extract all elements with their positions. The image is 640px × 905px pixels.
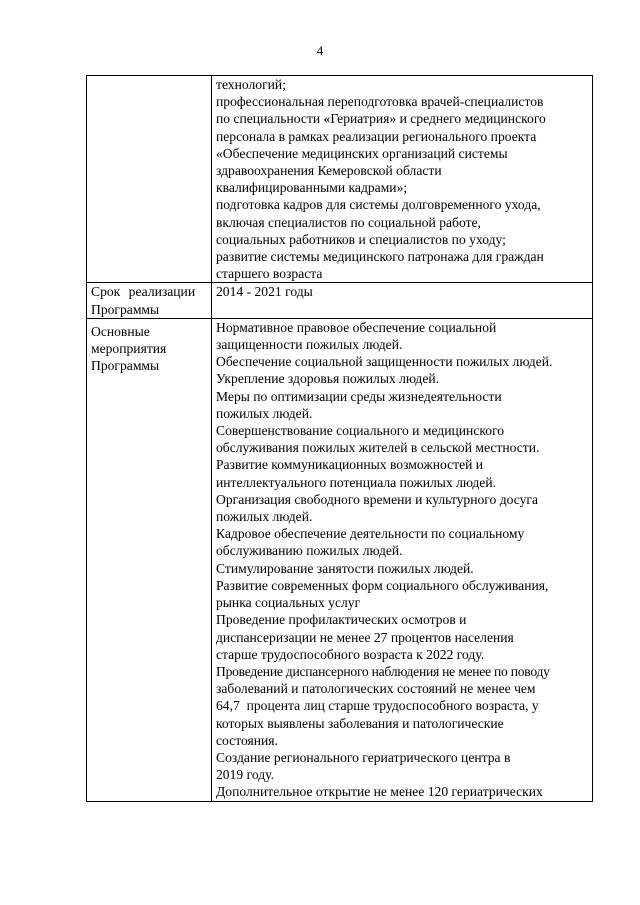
content-line: технологий; xyxy=(216,77,286,92)
content-line: обслуживания пожилых жителей в сельской местности. xyxy=(216,440,540,456)
content-line: пожилых людей. xyxy=(216,509,313,525)
content-line: 2019 году. xyxy=(216,767,274,783)
content-line: социальных работников и специалистов по уходу; xyxy=(216,231,506,247)
content-line: старше трудоспособного возраста к 2022 году. xyxy=(216,646,485,662)
content-line: Организация свободного времени и культурного досуга xyxy=(216,491,539,507)
content-line: Развитие современных форм социального обслуживания, xyxy=(216,577,549,593)
content-line: включая специалистов по социальной работе, xyxy=(216,214,481,230)
content-line: профессиональная переподготовка врачей-специалистов xyxy=(216,94,544,110)
content-line: подготовка кадров для системы долговременного ухода, xyxy=(216,197,541,213)
page-number: 4 xyxy=(316,43,324,58)
program-passport-table xyxy=(86,75,593,802)
label-line: Программы xyxy=(91,301,160,317)
label-line: Срок реализации xyxy=(91,284,196,300)
content-line: интеллектуального потенциала пожилых людей. xyxy=(216,474,497,490)
table-row-continuation xyxy=(87,76,593,283)
table-row-term xyxy=(87,283,593,318)
content-line: состояния. xyxy=(216,732,278,748)
content-line: диспансеризации не менее 27 процентов населения xyxy=(216,629,514,645)
content-line: Обеспечение социальной защищенности пожилых людей. xyxy=(216,354,553,370)
label-cell-empty xyxy=(87,76,212,283)
content-line: Проведение диспансерного наблюдения не менее по поводу xyxy=(216,663,550,679)
content-line: Дополнительное открытие не менее 120 гериатрических xyxy=(216,784,543,800)
content-line: Развитие коммуникационных возможностей и xyxy=(216,457,484,473)
content-line: здравоохранения Кемеровской области xyxy=(216,163,442,179)
content-line: Совершенствование социального и медицинского xyxy=(216,423,505,439)
content-cell-continuation xyxy=(212,76,593,283)
content-line: Меры по оптимизации среды жизнедеятельности xyxy=(216,388,502,404)
content-line: Стимулирование занятости пожилых людей. xyxy=(216,560,474,576)
label-line: мероприятия xyxy=(91,341,167,357)
content-line: защищенности пожилых людей. xyxy=(216,337,403,353)
content-line: Нормативное правовое обеспечение социальной xyxy=(216,319,497,335)
content-line: квалифицированными кадрами»; xyxy=(216,180,408,196)
content-line: старшего возраста xyxy=(216,266,323,282)
label-line: Программы xyxy=(91,358,160,374)
content-line: Проведение профилактических осмотров и xyxy=(216,612,467,628)
content-line: заболеваний и патологических состояний не менее чем xyxy=(216,681,536,697)
content-cell-term xyxy=(212,283,593,318)
content-line: Кадровое обеспечение деятельности по социальному xyxy=(216,526,525,542)
label-cell-measures xyxy=(87,318,212,801)
content-line: рынка социальных услуг xyxy=(216,595,361,611)
content-line: 2014 - 2021 годы xyxy=(216,284,313,300)
content-line: персонала в рамках реализации регионального проекта xyxy=(216,128,537,144)
table-row-measures xyxy=(87,318,593,801)
content-cell-measures xyxy=(212,318,593,801)
content-line: 64,7 процента лиц старше трудоспособного возраста, у xyxy=(216,698,539,714)
content-line: по специальности «Гериатрия» и среднего медицинского xyxy=(216,111,546,127)
content-line: Создание регионального гериатрического центра в xyxy=(216,749,511,765)
content-line: которых выявлены заболевания и патологические xyxy=(216,715,504,731)
content-line: «Обеспечение медицинских организаций системы xyxy=(216,145,508,161)
label-cell-term xyxy=(87,283,212,318)
content-line: развитие системы медицинского патронажа для граждан xyxy=(216,249,544,265)
label-line: Основные xyxy=(91,323,150,339)
content-line: обслуживанию пожилых людей. xyxy=(216,543,403,559)
content-line: пожилых людей. xyxy=(216,405,313,421)
content-line: Укрепление здоровья пожилых людей. xyxy=(216,371,440,387)
